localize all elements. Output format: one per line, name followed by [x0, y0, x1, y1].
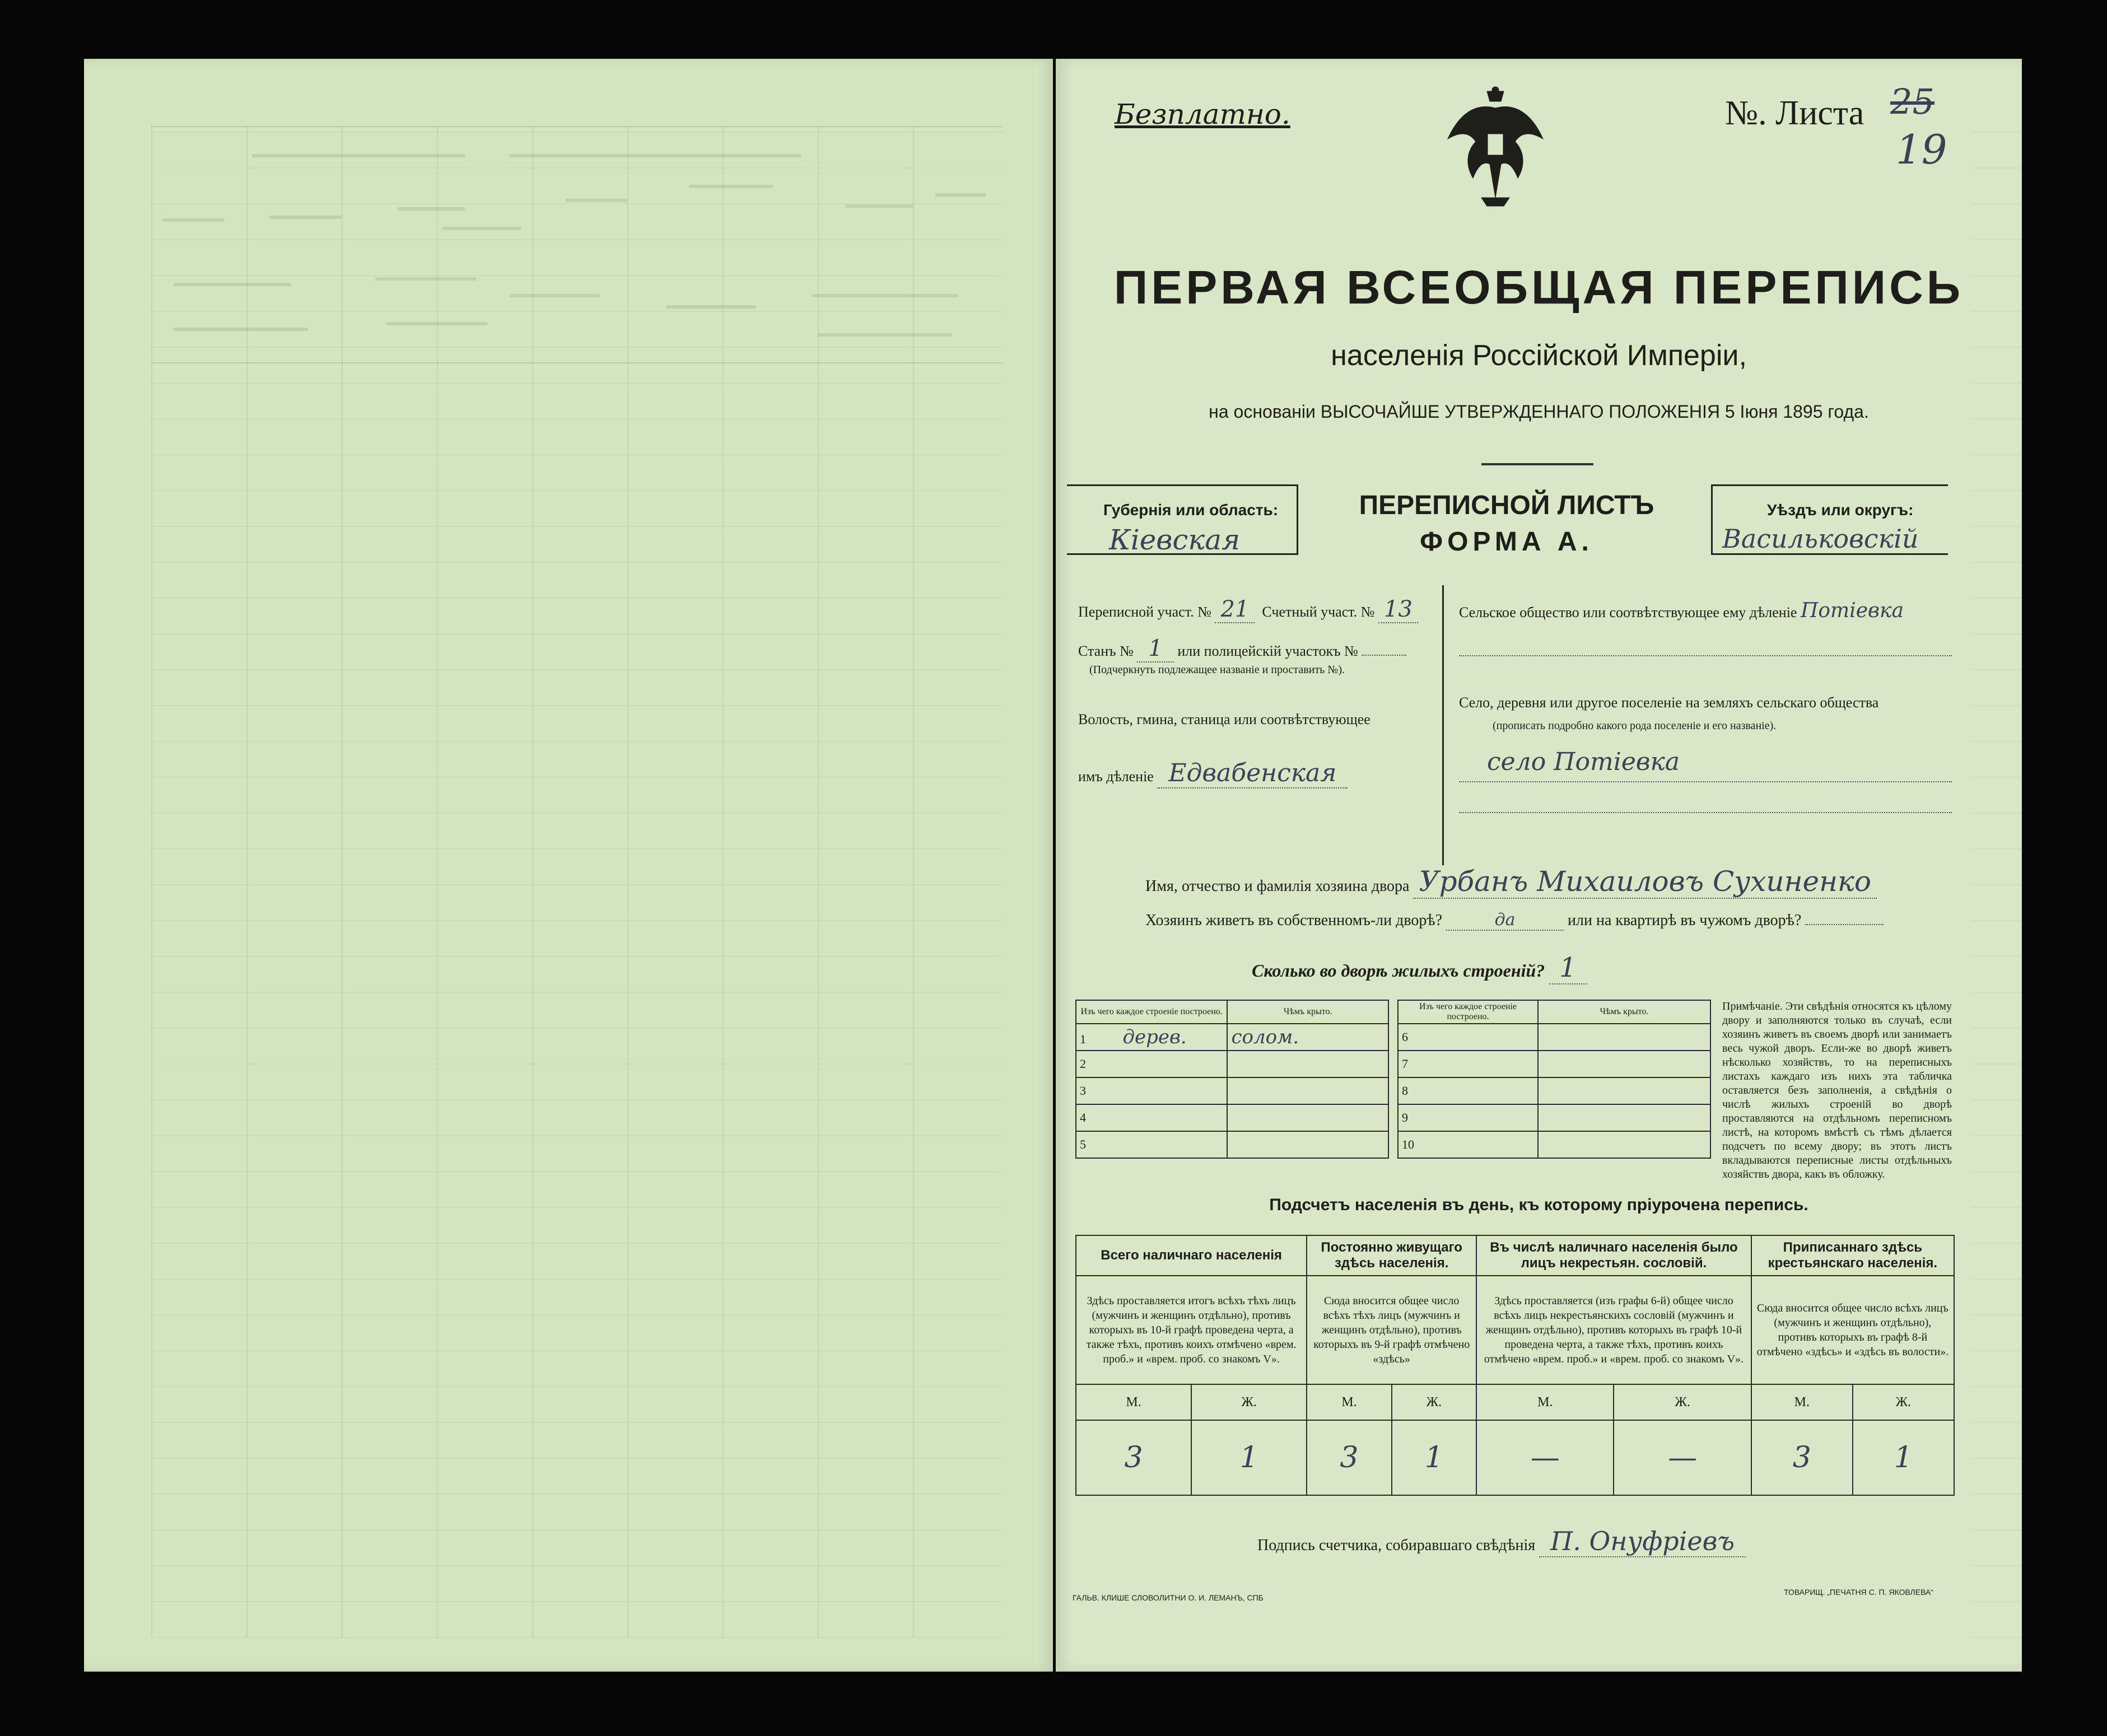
table-row: 5	[1076, 1131, 1388, 1158]
table-row: 7	[1398, 1051, 1710, 1077]
free-label: Безплатно.	[1115, 98, 1290, 130]
sheet-number-value: 19	[1896, 126, 1947, 173]
signature-field: Подпись счетчика, собиравшаго свѣдѣнія П. Онуфріевъ	[1257, 1526, 1746, 1556]
page-subtitle: населенія Россійской Имперіи,	[1331, 339, 1747, 372]
basis-line: на основаніи ВЫСОЧАЙШЕ УТВЕРЖДЕННАГО ПОЛОЖЕНІЯ 5 Іюня 1895 года.	[1209, 402, 1869, 422]
volost-label-1: Волость, гмина, станица или соотвѣтствующее	[1078, 711, 1371, 727]
ornament-divider	[1481, 463, 1593, 465]
table-row: 10	[1398, 1131, 1710, 1158]
table-row: 9	[1398, 1104, 1710, 1131]
buildings-table-right: Изъ чего каждое строеніе построено. Чѣмъ крыто. 6 7 8 9 10	[1397, 1000, 1711, 1159]
right-page	[1056, 59, 2022, 1672]
left-imprint: ГАЛЬВ. КЛИШЕ СЛОВОЛИТНИ О. И. ЛЕМАНЪ, СПБ	[1073, 1593, 1264, 1602]
police-note: (Подчеркнуть подлежащее названіе и проставить №).	[1089, 664, 1345, 676]
buildings-note: Примѣчаніе. Эти свѣдѣнія относятся къ цѣлому двору и заполняются только въ случаѣ, если хозяинъ живетъ въ своемъ дворѣ или занимаетъ весь чужой дворъ. Если-же во дворѣ живетъ нѣсколько хозяйствъ, то на переписныхъ листахъ каждаго изъ нихъ эта табличка оставляется безъ заполненія, а свѣдѣнія о числѣ жилыхъ строеній во дворѣ проставляются на отдѣльномъ переписномъ листѣ, на которомъ вмѣстѣ съ тѣмъ дѣлается подсчетъ по всему двору; въ этотъ листъ вкладываются переписные листы отдѣльныхъ хозяйствъ двора, какъ въ обложку.	[1722, 1000, 1952, 1180]
field-divider	[1442, 585, 1444, 865]
volost-field: имъ дѣленіе Едвабенская	[1078, 759, 1348, 787]
table-row: 4	[1076, 1104, 1388, 1131]
table-row: 3	[1076, 1077, 1388, 1104]
population-title: Подсчетъ населенія въ день, къ которому пріурочена перепись.	[1269, 1196, 1808, 1214]
own-yard-field: Хозяинъ живетъ въ собственномъ-ли дворѣ? да или на квартирѣ въ чужомъ дворѣ?	[1145, 910, 1884, 931]
right-imprint: ТОВАРИЩ. „ПЕЧАТНЯ С. П. ЯКОВЛЕВА“	[1784, 1588, 1933, 1597]
uezd-label: Уѣздъ или округъ:	[1767, 501, 1914, 519]
gubernia-value: Кіевская	[1109, 524, 1241, 556]
population-values-row: 3 1 3 1 — — 3 1	[1076, 1420, 1954, 1495]
double-headed-eagle-icon	[1442, 86, 1549, 209]
buildings-count-field: Сколько во дворѣ жилыхъ строеній? 1	[1252, 952, 1587, 983]
form-subtitle: ФОРМА А.	[1420, 527, 1593, 557]
sheet-number-crossed: 25	[1890, 81, 1934, 122]
uezd-value: Васильковскій	[1722, 524, 1919, 554]
table-row: 8	[1398, 1077, 1710, 1104]
population-table: Всего наличнаго населенія Постоянно живущаго здѣсь населенія. Въ числѣ наличнаго населенія было лицъ некрестьян. сословій. Приписаннаго здѣсь крестьянскаго населенія. Здѣсь проставляется итогъ всѣхъ тѣхъ лицъ (мужчинъ и женщинъ отдѣльно), противъ которыхъ въ 10-й графѣ проведена черта, а также тѣхъ, противъ коихъ отмѣчено «врем. проб.» и «врем. проб. со знакомъ V». Сюда вносится общее число всѣхъ тѣхъ лицъ (мужчинъ и женщинъ отдѣльно), противъ которыхъ въ 9-й графѣ отмѣчено «здѣсь» Здѣсь проставляется (изъ графы 6-й) общее число всѣхъ лицъ некрестьянскихъ сословій (мужчинъ и женщинъ отдѣльно), противъ которыхъ въ графѣ 10-й проведена черта, а также тѣхъ, противъ коихъ отмѣчено «врем. проб.» и «врем. проб. со знакомъ V». Сюда вносится общее число всѣхъ лицъ (мужчинъ и женщинъ отдѣльно), противъ которыхъ въ графѣ 8-й отмѣчено «здѣсь» и «здѣсь въ волости». М. Ж. М. Ж. М. Ж. М. Ж. 3 1 3 1 — — 3 1	[1075, 1235, 1955, 1496]
selo-label: Село, деревня или другое поселеніе на земляхъ сельскаго общества	[1459, 694, 1879, 711]
sheet-number-label: №. Листа	[1725, 94, 1864, 132]
stan-field: Станъ № 1 или полицейскій участокъ №	[1078, 636, 1406, 661]
table-row: 6	[1398, 1024, 1710, 1051]
left-page	[84, 59, 1053, 1672]
buildings-table-left: Изъ чего каждое строеніе построено. Чѣмъ крыто. 1 дерев. солом. 2 3 4 5	[1075, 1000, 1389, 1159]
perepis-uchast-field: Переписной участ. № 21 Счетный участ. № 13	[1078, 596, 1418, 622]
table-row: 1 дерев. солом.	[1076, 1024, 1388, 1051]
page-title: ПЕРВАЯ ВСЕОБЩАЯ ПЕРЕПИСЬ	[1113, 261, 1964, 314]
selo-note: (прописать подробно какого рода поселеніе и его названіе).	[1493, 720, 1777, 732]
owner-field: Имя, отчество и фамилія хозяина двора Урбанъ Михаиловъ Сухиненко	[1145, 865, 1877, 898]
table-row: 2	[1076, 1051, 1388, 1077]
selskoe-field: Сельское общество или соотвѣтствующее ему дѣленіе Потіевка	[1459, 599, 1904, 622]
form-title: ПЕРЕПИСНОЙ ЛИСТЪ	[1359, 491, 1654, 520]
selo-value: село Потіевка	[1487, 748, 1680, 776]
gubernia-label: Губернія или область:	[1103, 501, 1279, 519]
